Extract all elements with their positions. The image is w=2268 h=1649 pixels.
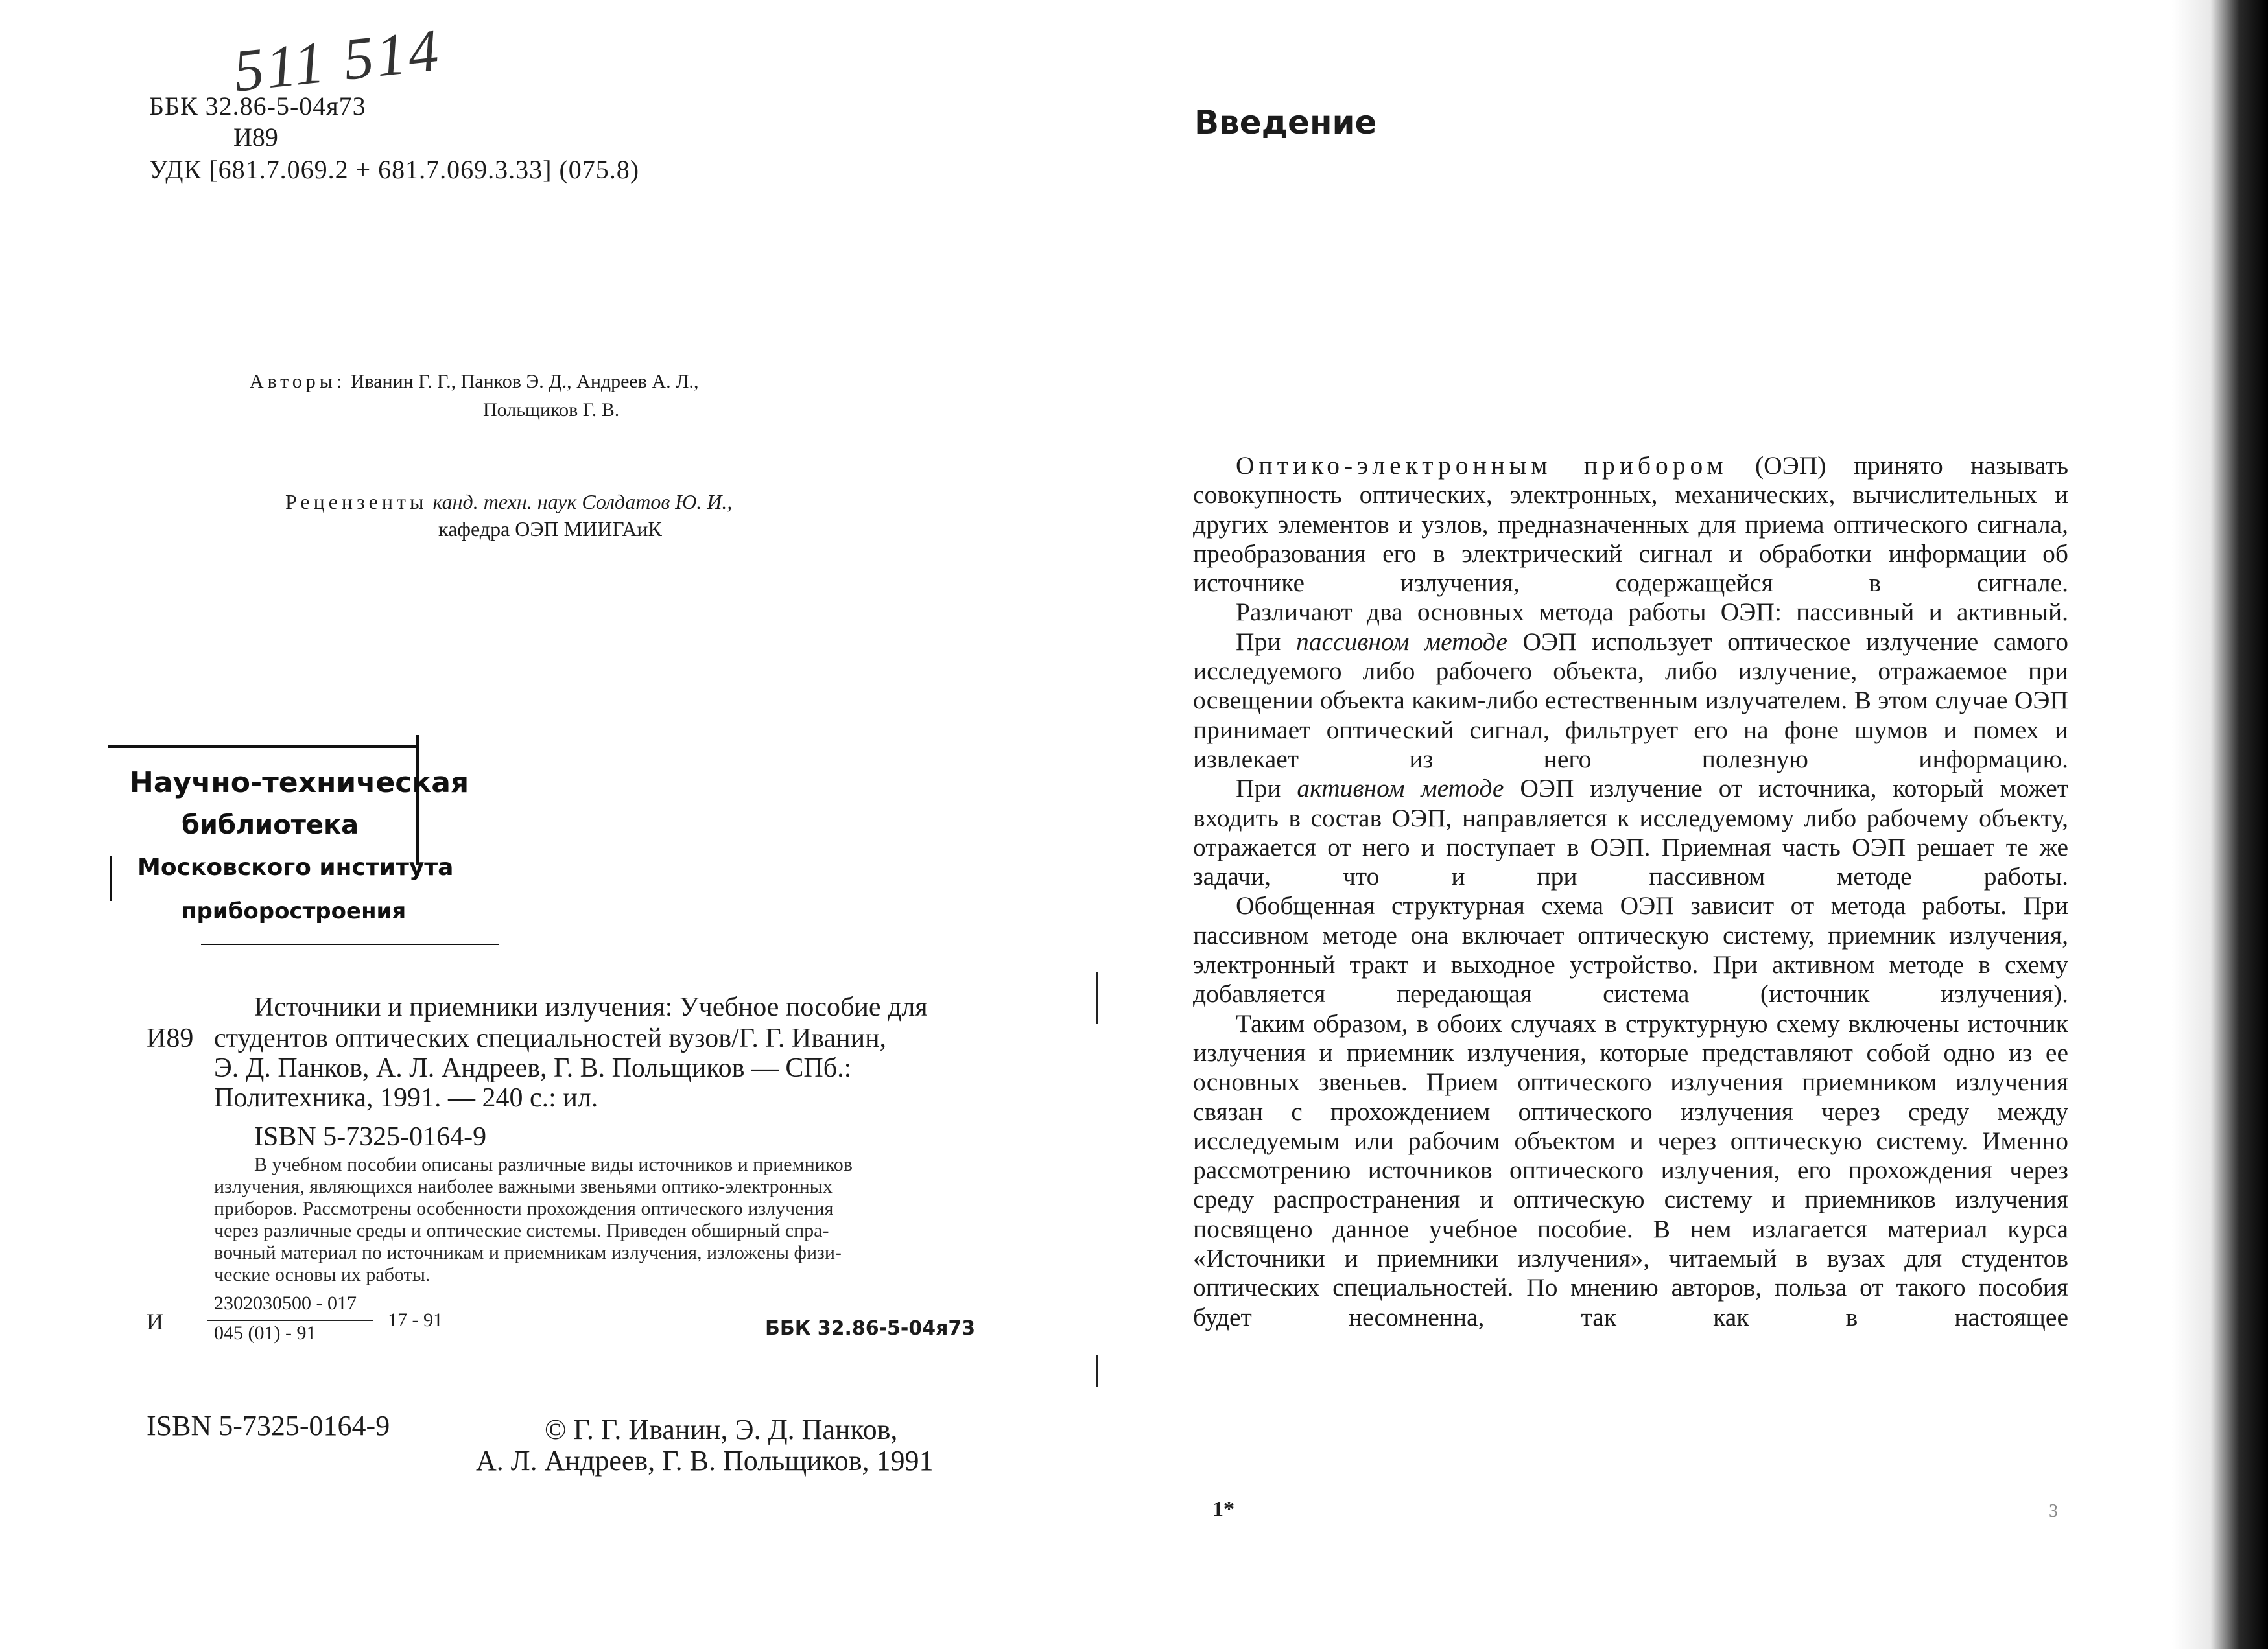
signature-mark: 1* xyxy=(1212,1497,1234,1521)
term-passive-method: пассивном методе xyxy=(1295,627,1507,656)
handwritten-inventory-number: 511 514 xyxy=(230,16,444,104)
paragraph-6: Таким образом, в обоих случаях в структурную схему включены источник излучения и приемник излучения, которые представляют собой одно из ее основных звеньев. Прием оптического излучения приемником излучения связан с прохождением оптического излучения через среду между исследуемым или рабочим объектом и через оптическую систему. Именно рассмотрению источников оптического излучения, его прохождения через среду распространения и оптическую систему и приемников излучения посвящено данное учебное пособие. В нем излагается материал курса «Источники и приемники излучения», читаемый в вузах для студентов оптических специальностей. По мнению авторов, польза от такого пособия будет несомненна, так как в настоящее xyxy=(1193,1009,2068,1331)
annotation-line: вочный материал по источникам и приемникам излучения, изложены физи- xyxy=(214,1242,842,1263)
stamp-line-2: библиотека xyxy=(182,810,359,840)
paragraph-3 xyxy=(1193,627,2068,774)
term-active-method: активном методе xyxy=(1297,774,1504,803)
stamp-left-border xyxy=(110,856,112,901)
stamp-top-border xyxy=(108,745,419,748)
chapter-heading: Введение xyxy=(1194,104,1377,141)
scan-edge-shadow xyxy=(2172,0,2268,1649)
annotation-line: приборов. Рассмотрены особенности прохождения оптического излучения xyxy=(214,1198,834,1219)
reviewers-names: канд. техн. наук Солдатов Ю. И., xyxy=(432,490,733,513)
authors-line-1 xyxy=(250,371,698,393)
introduction-text xyxy=(1193,451,2068,1332)
library-stamp xyxy=(104,732,469,953)
annotation-line: ческие основы их работы. xyxy=(214,1264,431,1285)
udk-code: УДК [681.7.069.2 + 681.7.069.3.33] (075.8) xyxy=(149,155,640,184)
paragraph-2: Различают два основных метода работы ОЭП: пассивный и активный. xyxy=(1236,598,2068,627)
authors-label: Авторы: xyxy=(250,371,346,392)
catalog-bbk: ББК 32.86-5-04я73 xyxy=(765,1317,976,1340)
authors-names: Иванин Г. Г., Панков Э. Д., Андреев А. Л., xyxy=(350,371,699,392)
paragraph-3-text: ОЭП использует оптическое излучение самого исследуемого либо рабочего объекта, либо излучение, отражаемое при освещении объекта каким-либо естественным излучателем. В этом случае ОЭП принимает оптический сигнал, фильтрует его на фоне шумов и помех и извлекает из него полезную информацию. xyxy=(1193,627,2069,773)
paragraph-4 xyxy=(1193,774,2068,891)
paragraph-5: Обобщенная структурная схема ОЭП зависит от метода работы. При пассивном методе она включает оптическую систему, приемник излучения, электронный тракт и выходное устройство. При активном методе в схему добавляется передающая система (источник излучения). xyxy=(1193,891,2068,1009)
isbn-bottom: ISBN 5-7325-0164-9 xyxy=(147,1410,390,1442)
reviewers-line-1 xyxy=(285,490,732,514)
stamp-bottom-border xyxy=(201,944,499,945)
catalog-index: И89 xyxy=(147,1023,194,1053)
catalog-line-2: студентов оптических специальностей вузов/Г. Г. Иванин, xyxy=(214,1023,887,1053)
page-edge-mark xyxy=(1096,972,1098,1024)
catalog-line-1: Источники и приемники излучения: Учебное пособие для xyxy=(254,992,928,1022)
paragraph-3-lead: При xyxy=(1236,627,1296,656)
publisher-code-denominator: 045 (01) - 91 xyxy=(214,1322,316,1344)
stamp-line-3: Московского института xyxy=(137,854,454,881)
reviewers-label: Рецензенты xyxy=(285,490,428,513)
annotation-line: В учебном пособии описаны различные виды источников и приемников xyxy=(254,1154,853,1175)
stamp-line-1: Научно-техническая xyxy=(130,766,469,799)
annotation-line: через различные среды и оптические системы. Приведен обширный спра- xyxy=(214,1220,829,1241)
page-edge-mark xyxy=(1096,1355,1098,1387)
paragraph-4-lead: При xyxy=(1236,774,1297,803)
stamp-right-border xyxy=(416,735,419,865)
page-number: 3 xyxy=(2049,1501,2058,1521)
copyright-line-1: © Г. Г. Иванин, Э. Д. Панков, xyxy=(545,1414,898,1445)
author-index: И89 xyxy=(233,123,278,152)
catalog-line-3: Э. Д. Панков, А. Л. Андреев, Г. В. Польщиков — СПб.: xyxy=(214,1053,852,1083)
left-page xyxy=(0,0,1102,1649)
paragraph-1 xyxy=(1193,451,2068,598)
bbk-code: ББК 32.86-5-04я73 xyxy=(149,91,366,121)
publisher-code-letter: И xyxy=(147,1309,163,1335)
term-oep: Оптико-электронным прибором xyxy=(1236,451,1728,480)
stamp-line-4: приборостроения xyxy=(182,898,407,924)
catalog-isbn: ISBN 5-7325-0164-9 xyxy=(254,1122,487,1152)
annotation-line: излучения, являющихся наиболее важными звеньями оптико-электронных xyxy=(214,1176,833,1197)
publisher-code-number: 17 - 91 xyxy=(388,1309,443,1331)
authors-line-2: Польщиков Г. В. xyxy=(483,399,620,421)
paragraph-4-text: ОЭП излучение от источника, который может входить в состав ОЭП, направляется к исследуемому либо рабочему объекту, отражается от него и поступает в ОЭП. Приемная часть ОЭП решает те же задачи, что и при пассивном методе работы. xyxy=(1193,774,2068,891)
paragraph-1-text: (ОЭП) принято называть совокупность оптических, электронных, механических, вычислительных и других элементов и узлов, предназначенных для приема оптического сигнала, преобразования его в электрический сигнал и обработки информации об источнике излучения, содержащейся в сигнале. xyxy=(1193,451,2069,598)
catalog-line-4: Политехника, 1991. — 240 с.: ил. xyxy=(214,1083,598,1113)
publisher-code-fraction-line xyxy=(207,1320,373,1321)
copyright-line-2: А. Л. Андреев, Г. В. Польщиков, 1991 xyxy=(476,1445,934,1477)
publisher-code-numerator: 2302030500 - 017 xyxy=(214,1292,357,1314)
reviewers-line-2: кафедра ОЭП МИИГАиК xyxy=(438,517,662,541)
